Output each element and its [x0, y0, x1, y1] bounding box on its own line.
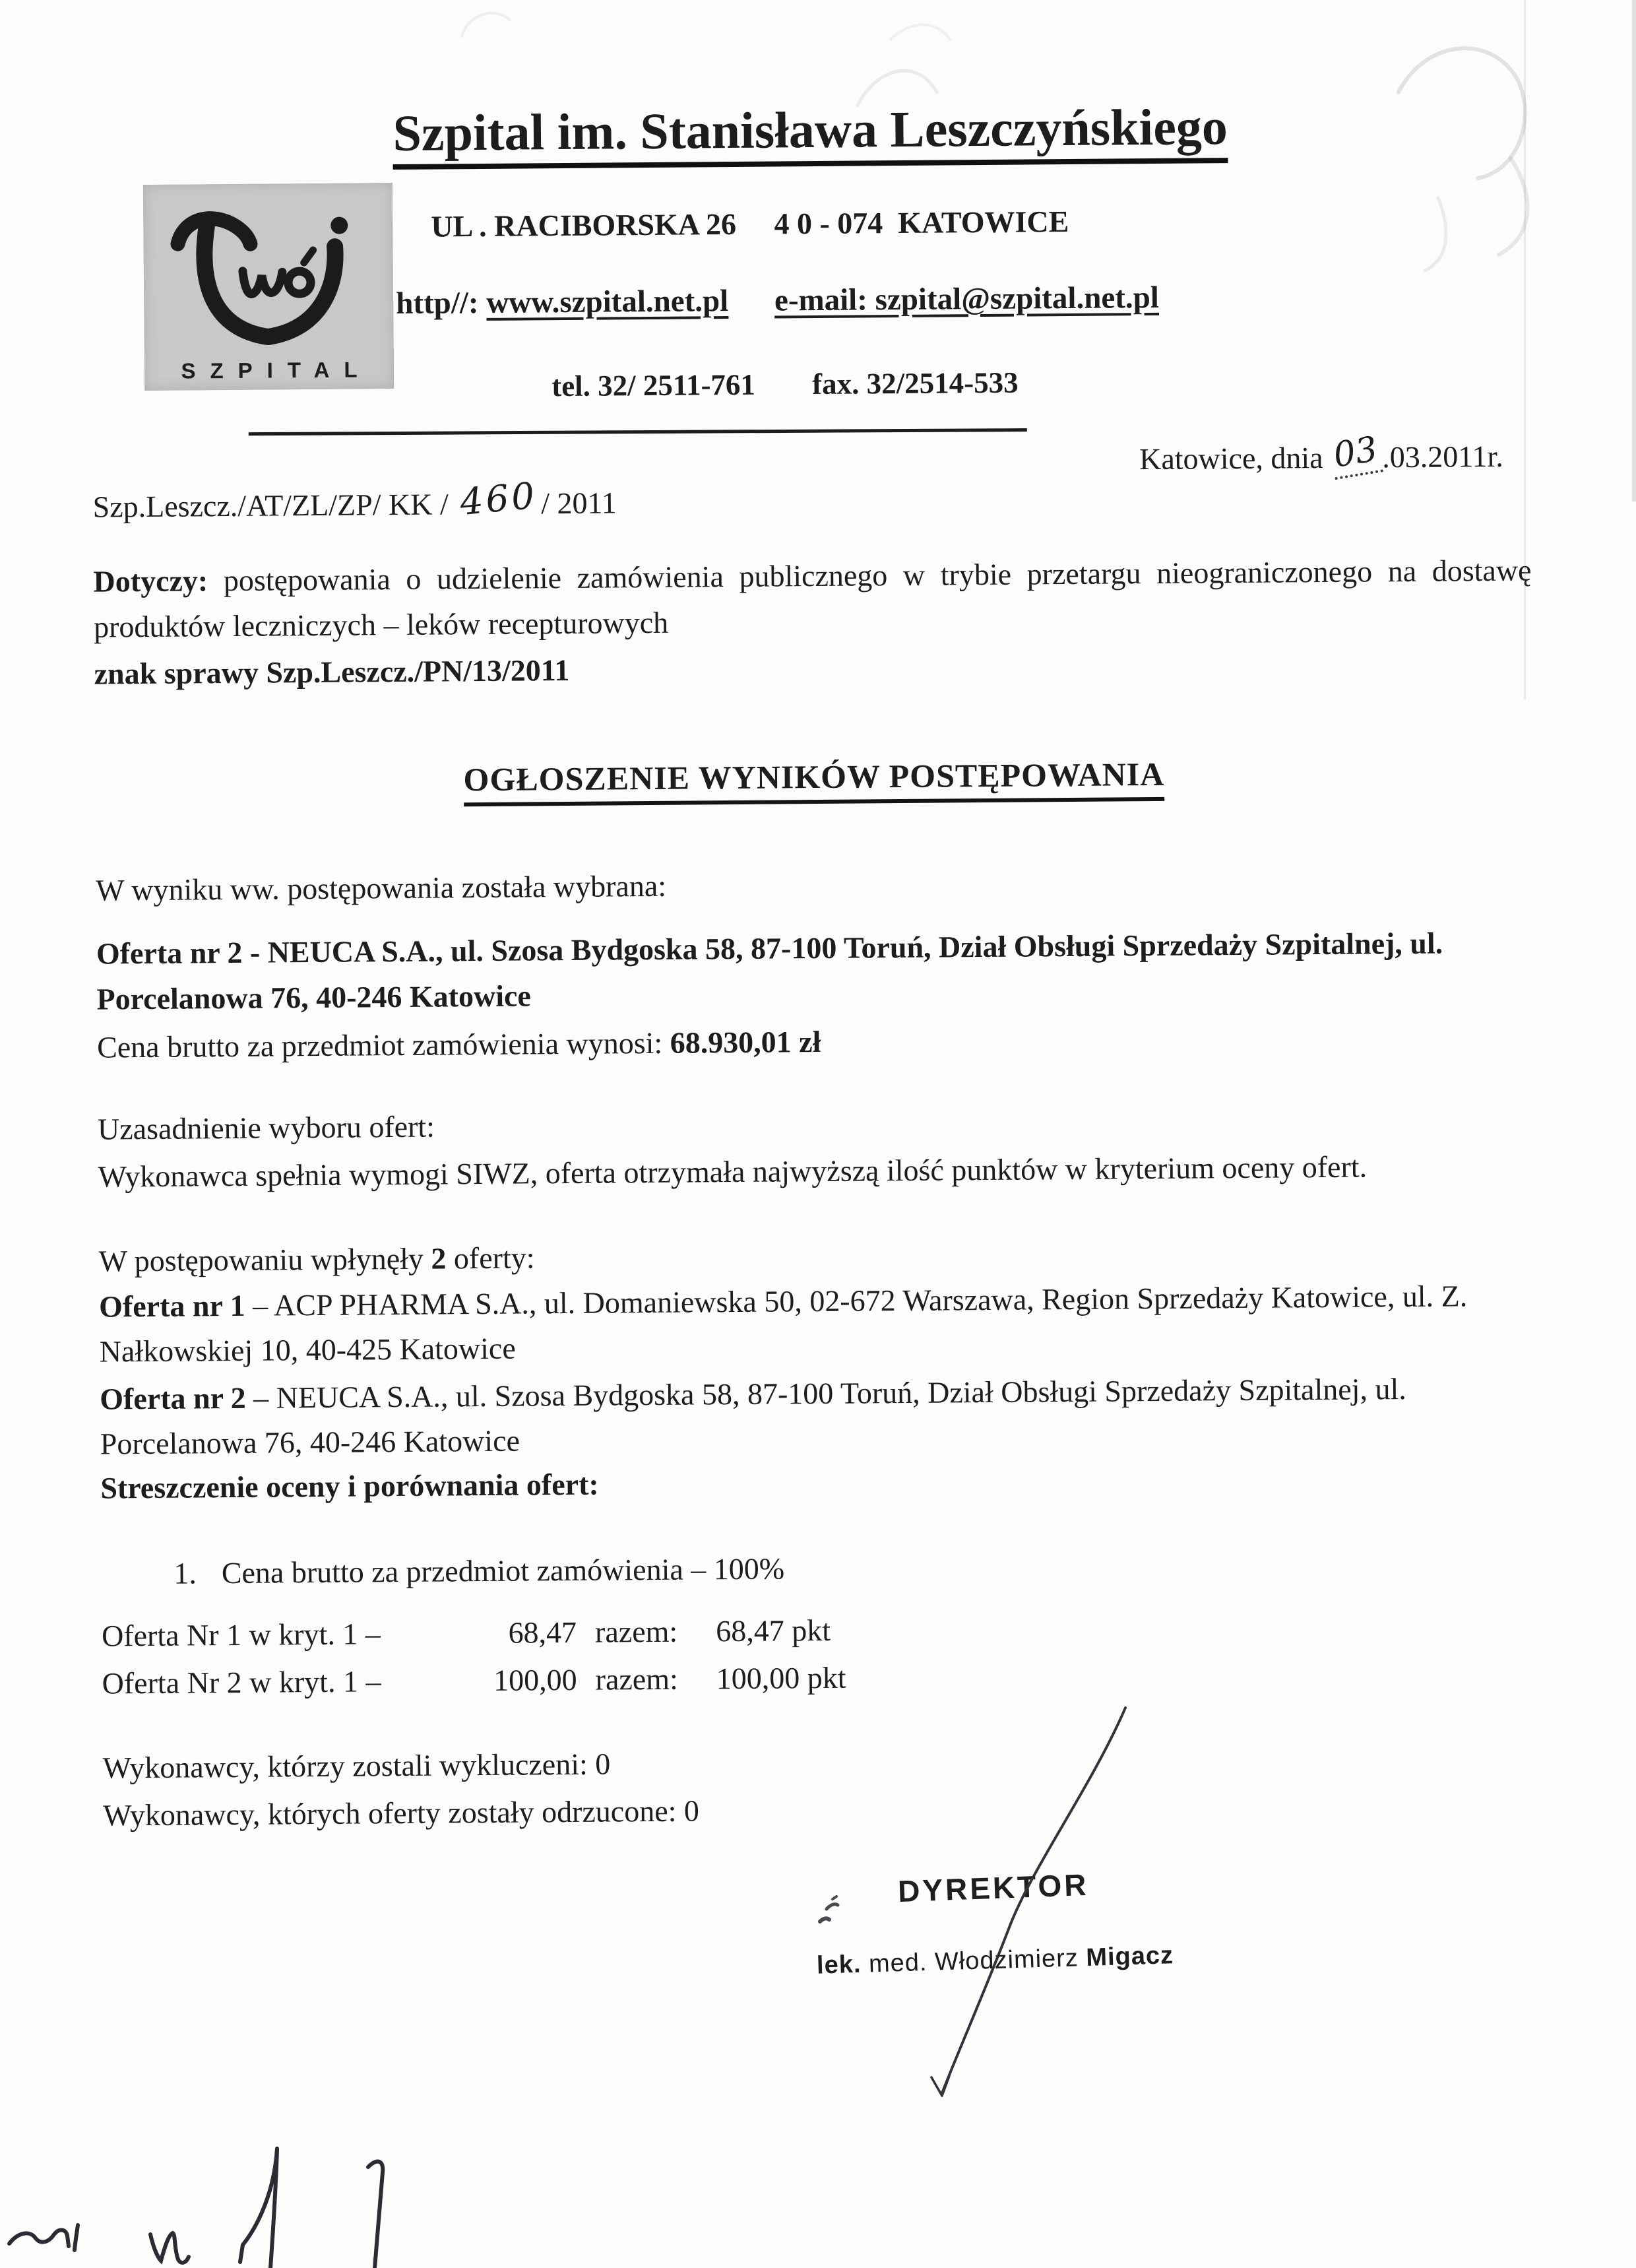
subject-text: postępowania o udzielenie zamówienia publicznego w trybie przetargu nieograniczonego na dostawę produktów leczniczych – leków recepturowych: [93, 553, 1532, 644]
reference-suffix: / 2011: [541, 486, 617, 521]
excluded-contractors-line: Wykonawcy, którzy zostali wykluczeni: 0: [102, 1747, 611, 1785]
handwritten-day: 03: [1328, 429, 1383, 480]
score-razem-label: razem:: [595, 1662, 678, 1697]
handwritten-scribbles: [9, 2149, 383, 2268]
email-address: e-mail: szpital@szpital.net.pl: [774, 280, 1160, 318]
fax-number: fax. 32/2514-533: [811, 366, 1019, 401]
justification-label: Uzasadnienie wyboru ofert:: [97, 1109, 435, 1146]
score-points: 68,47 pkt: [715, 1613, 831, 1648]
ink-speckles: [820, 1896, 838, 1922]
summary-heading: Streszczenie oceny i porównania ofert:: [100, 1467, 599, 1505]
signer-given-name: med. Włodzimierz: [868, 1944, 1079, 1978]
city-date-prefix: Katowice, dnia: [1139, 440, 1323, 476]
winning-offer-paragraph: Oferta nr 2 - NEUCA S.A., ul. Szosa Bydgoska 58, 87-100 Toruń, Dział Obsługi Sprzedaży Szpitalnej, ul. Porcelanowa 76, 40-246 Katowice: [96, 926, 1443, 1016]
logo-caption: SZPITAL: [181, 357, 372, 383]
telephone-number: tel. 32/ 2511-761: [551, 368, 756, 403]
price-label: Cena brutto za przedmiot zamówienia wynosi:: [96, 1025, 663, 1064]
score-razem-label: razem:: [594, 1614, 678, 1649]
offer-2-label: Oferta nr 2: [100, 1380, 246, 1416]
announcement-heading-text: OGŁOSZENIE WYNIKÓW POSTĘPOWANIA: [463, 756, 1164, 806]
score-label: Oferta Nr 2 w kryt. 1 –: [102, 1664, 381, 1701]
offers-intro-prefix: W postępowaniu wpłynęły: [98, 1241, 424, 1278]
director-stamp-title: DYREKTOR: [897, 1867, 1090, 1909]
offers-count: 2: [431, 1241, 447, 1276]
score-label: Oferta Nr 1 w kryt. 1 –: [101, 1617, 381, 1653]
signer-surname: Migacz: [1085, 1941, 1174, 1972]
criterion-number: 1.: [173, 1556, 197, 1590]
offer-1-label: Oferta nr 1: [98, 1288, 245, 1324]
rejected-offers-line: Wykonawcy, których oferty zostały odrzucone: 0: [103, 1794, 700, 1832]
justification-text: Wykonawca spełnia wymogi SIWZ, oferta otrzymała najwyższą ilość punktów w kryterium oceny ofert.: [98, 1150, 1368, 1194]
signature-stroke: [931, 1708, 1125, 2096]
score-value: 100,00: [493, 1662, 577, 1697]
offer-2-text: – NEUCA S.A., ul. Szosa Bydgoska 58, 87-100 Toruń, Dział Obsługi Sprzedaży Szpitalnej, ul. Porcelanowa 76, 40-246 Katowice: [100, 1372, 1406, 1461]
signer-degree: lek.: [816, 1950, 862, 1980]
price-value: 68.930,01 zł: [670, 1024, 821, 1060]
date-rest: .03.2011r.: [1382, 439, 1504, 474]
website-url: www.szpital.net.pl: [486, 284, 729, 320]
score-value: 68,47: [508, 1615, 577, 1650]
intro-line: W wyniku ww. postępowania została wybrana:: [96, 868, 667, 907]
subject-label: Dotyczy:: [93, 564, 208, 599]
hospital-title-text: Szpital im. Stanisława Leszczyńskiego: [393, 98, 1228, 170]
score-points: 100,00 pkt: [716, 1660, 846, 1696]
offers-intro-suffix: oferty:: [453, 1241, 535, 1276]
criterion-text: Cena brutto za przedmiot zamówienia – 100%: [221, 1551, 785, 1590]
case-number-line: znak sprawy Szp.Leszcz./PN/13/2011: [94, 653, 570, 691]
http-label: http//:: [396, 286, 479, 321]
offer-1-text: – ACP PHARMA S.A., ul. Domaniewska 50, 02-672 Warszawa, Region Sprzedaży Katowice, ul. Z. Nałkowskiej 10, 40-425 Katowice: [99, 1279, 1468, 1369]
handwritten-reference-number: 460: [458, 474, 539, 524]
reference-prefix: Szp.Leszcz./AT/ZL/ZP/ KK /: [92, 487, 456, 524]
address-line: UL . RACIBORSKA 26 4 0 - 074 KATOWICE: [431, 204, 1069, 243]
scan-artifacts: [462, 0, 1636, 699]
